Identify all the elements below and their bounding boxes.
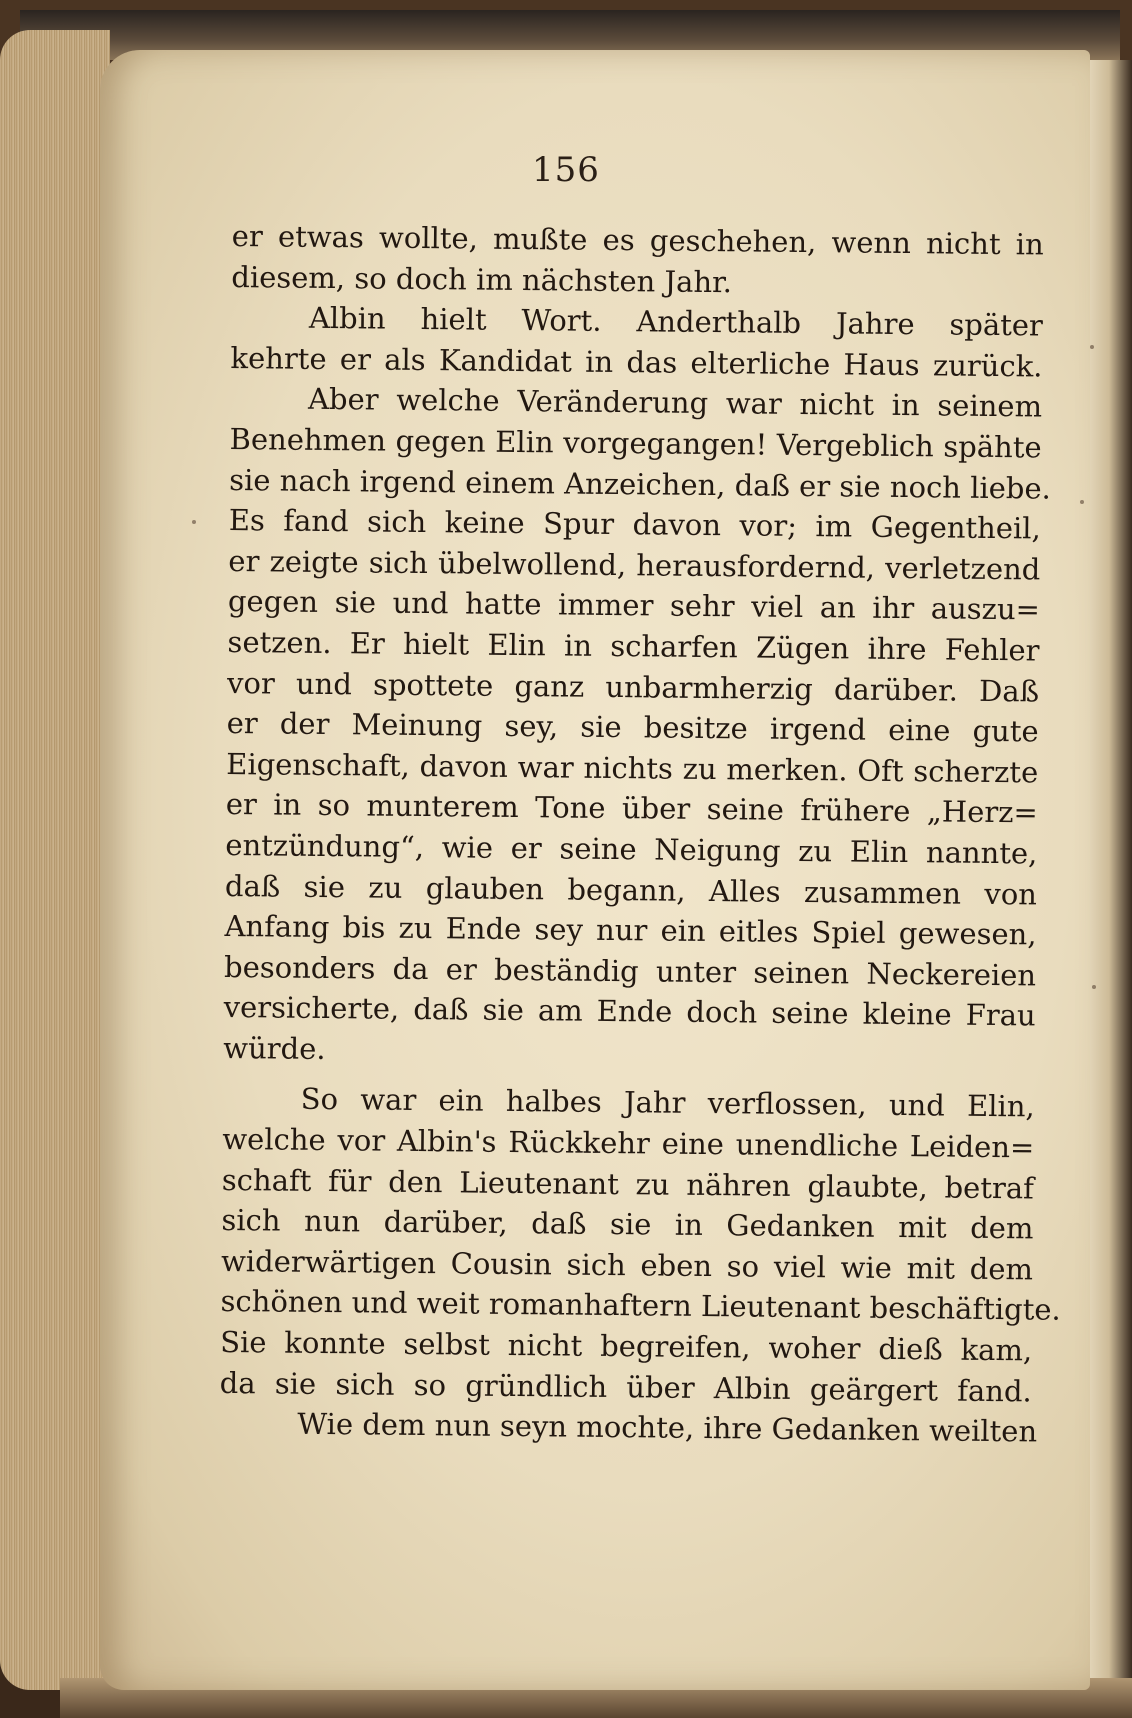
text-line: entzündung“, wie er seine Neigung zu Elin nannte, (225, 827, 1038, 871)
text-line: setzen. Er hielt Elin in scharfen Zügen ihre Fehler (227, 624, 1040, 668)
text-line: er zeigte sich übelwollend, herausfordernd, verletzend (228, 543, 1041, 587)
text-line: kehrte er als Kandidat in das elterliche Haus zurück. (230, 340, 1043, 384)
text-line: Benehmen gegen Elin vorgegangen! Vergeblich spähte (229, 421, 1042, 465)
book-right-edge (1086, 60, 1132, 1680)
text-line: daß sie zu glauben begann, Alles zusammen von (224, 868, 1038, 911)
text-line: er etwas wollte, mußte es geschehen, wenn nicht in (231, 218, 1044, 262)
text-line: besonders da er beständig unter seinen Neckereien (223, 949, 1037, 993)
text-line: widerwärtigen Cousin sich eben so viel wie mit dem (220, 1243, 1034, 1287)
text-line: würde. (223, 1030, 326, 1066)
text-line: er in so munterem Tone über seine frühere „Herz= (225, 787, 1038, 830)
paper-speck (1092, 985, 1096, 989)
text-line: schaft für den Lieutenant zu nähren glaubte, betraf (221, 1162, 1035, 1206)
book-page-edges (0, 30, 110, 1690)
body-text (219, 216, 1061, 1452)
text-line: schönen und weit romanhaftern Lieutenant beschäftigte. (220, 1284, 1061, 1328)
text-line: er der Meinung sey, sie besitze irgend eine gute (226, 706, 1039, 749)
text-line: sich nun darüber, daß sie in Gedanken mit dem (221, 1203, 1034, 1246)
text-line: Anfang bis zu Ende sey nur ein eitles Spiel gewesen, (224, 909, 1037, 952)
text-line: Albin hielt Wort. Anderthalb Jahre später (308, 300, 1044, 343)
text-line: Sie konnte selbst nicht begreifen, woher dieß kam, (220, 1324, 1033, 1368)
text-line: da sie sich so gründlich über Albin geärgert fand. (219, 1365, 1032, 1409)
text-line: vor und spottete ganz unbarmherzig darüber. Daß (226, 665, 1040, 709)
paper-speck (1080, 500, 1084, 504)
text-line: So war ein halbes Jahr verflossen, und Elin, (300, 1082, 1035, 1124)
text-line: Eigenschaft, davon war nichts zu merken. Oft scherzte (226, 746, 1039, 790)
text-line: gegen sie und hatte immer sehr viel an ihr auszu= (227, 584, 1041, 627)
text-line: sie nach irgend einem Anzeichen, daß er sie noch liebe. (229, 462, 1052, 506)
text-line: Wie dem nun seyn mochte, ihre Gedanken weilten (297, 1406, 1038, 1449)
paper-speck (192, 520, 196, 524)
text-line: welche vor Albin's Rückkehr eine unendliche Leiden= (222, 1122, 1035, 1165)
text-line: versicherte, daß sie am Ende doch seine kleine Frau (223, 990, 1036, 1033)
paper-speck (1090, 345, 1094, 349)
text-line: diesem, so doch im nächsten Jahr. (231, 259, 733, 299)
page-number: 156 (532, 150, 600, 190)
text-line: Es fand sich keine Spur davon vor; im Gegentheil, (228, 503, 1041, 546)
text-line: Aber welche Veränderung war nicht in seinem (307, 382, 1043, 424)
